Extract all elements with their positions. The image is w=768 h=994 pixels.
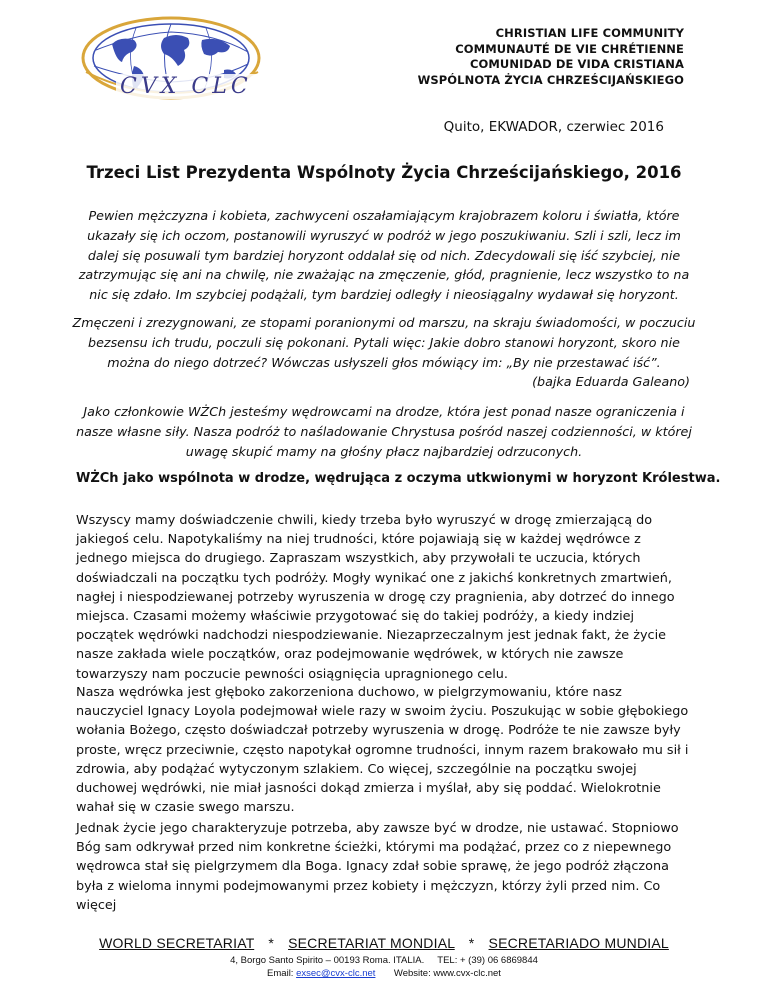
body-paragraph: Jednak życie jego charakteryzuje potrzeba, aby zawsze być w drodze, nie ustawać. Stopniowo Bóg sam odkrywał przed nim konkretne ścieżki, którymi ma podążać, przez co z niepewnego wędrowca stał się pielgrzymem dla Boga. Ignacy zdał sobie sprawę, że jego podróż złączona była z wieloma innymi podejmowanymi przez kobiety i mężczyzn, którzy żyli przed nim. Co więcej [76, 821, 679, 913]
body-paragraph: Wszyscy mamy doświadczenie chwili, kiedy trzeba było wyruszyć w drogę zmierzającą do jakiegoś celu. Napotykaliśmy na niej trudności, które pojawiają się w każdej wędrówce z jednego miejsca do drugiego. Zapraszam wszystkich, aby przywołali te uczucia, których doświadczali na początku tych podróży. Mogły wynikać one z jakichś konkretnych zmartwień, nagłej i niespodziewanej potrzeby wyruszenia w drogę czy pragnienia, aby dotrzeć do innego miejsca. Czasami możemy właściwie przygotować się do takiej podróży, a kiedy indziej początek wędrówki nadchodzi niespodziewanie. Niezaprzeczalnym jest jednak fakt, że życie nasze zakłada wiele początków, oraz podejmowanie wędrówek, w których nie zawsze towarzyszy nam poczucie pewności osiągnięcia upragnionego celu. [76, 513, 675, 682]
secretariat-fr: SECRETARIAT MONDIAL [288, 935, 455, 951]
place-date: Quito, EKWADOR, czerwiec 2016 [443, 119, 664, 135]
secretariat-en: WORLD SECRETARIAT [99, 935, 255, 951]
org-name-es: COMUNIDAD DE VIDA CRISTIANA [469, 57, 684, 71]
body-paragraph: Nasza wędrówka jest głęboko zakorzeniona duchowo, w pielgrzymowaniu, które nasz nauczyciel Ignacy Loyola podejmował wiele razy w swoim życiu. Poszukując w sobie głębokiego wołania Bożego, często doświadczał potrzeby wyruszenia w drogę. Podróże te nie zawsze były proste, wręcz przeciwnie, często napotykał ogromne trudności, innym razem brakowało mu sił i zdrowia, aby podążać wytyczonym szlakiem. Co więcej, szczególnie na początku swojej duchowej wędrówki, nie miał jasności dokąd zmierza i myślał, aby się poddać. Wielokrotnie wahał się w czasie swego marszu. [76, 685, 689, 816]
body-paragraph-3-wrap [76, 819, 692, 915]
quote-attribution: (bajka Eduarda Galeano) [532, 374, 690, 390]
separator: * [268, 935, 274, 951]
logo-text: CVX CLC [116, 74, 256, 99]
email-link[interactable]: exsec@cvx-clc.net [296, 968, 376, 979]
footer-contact-line [0, 968, 768, 979]
section-heading: WŻCh jako wspólnota w drodze, wędrująca z oczyma utkwionymi w horyzont Królestwa. [76, 471, 721, 486]
cvx-clc-logo [76, 14, 266, 110]
website-label: Website: [393, 968, 431, 979]
organization-names [418, 26, 684, 88]
footer-address-line [0, 955, 768, 966]
secretariat-es: SECRETARIADO MUNDIAL [488, 935, 669, 951]
quote-paragraph-2: Zmęczeni i zrezygnowani, ze stopami poranionymi od marszu, na skraju świadomości, w poczuciu bezsensu ich trudu, poczuli się pokonani. Pytali więc: Jakie dobro stanowi horyzont, skoro nie można do niego dotrzeć? Wówczas usłyszeli głos mówiący im: „By nie przestawać iść”. [72, 315, 696, 370]
org-name-fr: COMMUNAUTÉ DE VIE CHRÉTIENNE [455, 41, 684, 56]
intro-paragraph: Jako członkowie WŻCh jesteśmy wędrowcami na drodze, która jest ponad nasze ograniczenia i nasze własne siły. Nasza podróż to naśladowanie Chrystusa pośród naszej codzienności, w której uwagę skupić mamy na głośny płacz najbardziej odrzuconych. [76, 404, 692, 459]
org-name-en: CHRISTIAN LIFE COMMUNITY [495, 26, 684, 40]
body-paragraph-2-wrap [76, 683, 692, 817]
footer-tel: TEL: + (39) 06 6869844 [437, 955, 538, 966]
intro-block [70, 402, 698, 461]
footer-secretariat [0, 935, 768, 951]
website-link[interactable]: www.cvx-clc.net [433, 968, 501, 979]
page-title: Trzeci List Prezydenta Wspólnoty Życia Chrześcijańskiego, 2016 [86, 163, 682, 182]
quote-block-2 [70, 313, 698, 392]
quote-block [70, 206, 698, 305]
separator: * [468, 935, 475, 951]
body-paragraph-1-wrap [76, 511, 692, 684]
org-name-pl: WSPÓLNOTA ŻYCIA CHRZEŚCIJAŃSKIEGO [417, 72, 684, 87]
footer-address: 4, Borgo Santo Spirito – 00193 Roma. ITALIA. [230, 955, 425, 966]
quote-paragraph-1: Pewien mężczyzna i kobieta, zachwyceni oszałamiającym krajobrazem koloru i światła, które ukazały się ich oczom, postanowili wyruszyć w podróż w jego poszukiwaniu. Szli i szli, lecz im dalej się posuwali tym bardziej horyzont oddalał się od nich. Zdecydowali się iść szybciej, nie zatrzymując się ani na chwilę, nie zważając na zmęczenie, głód, pragnienie, lecz wszystko to na nic się zdało. Im szybciej podążali, tym bardziej odległy i nieosiągalny wydawał się horyzont. [78, 208, 690, 303]
email-label: Email: [267, 968, 294, 979]
